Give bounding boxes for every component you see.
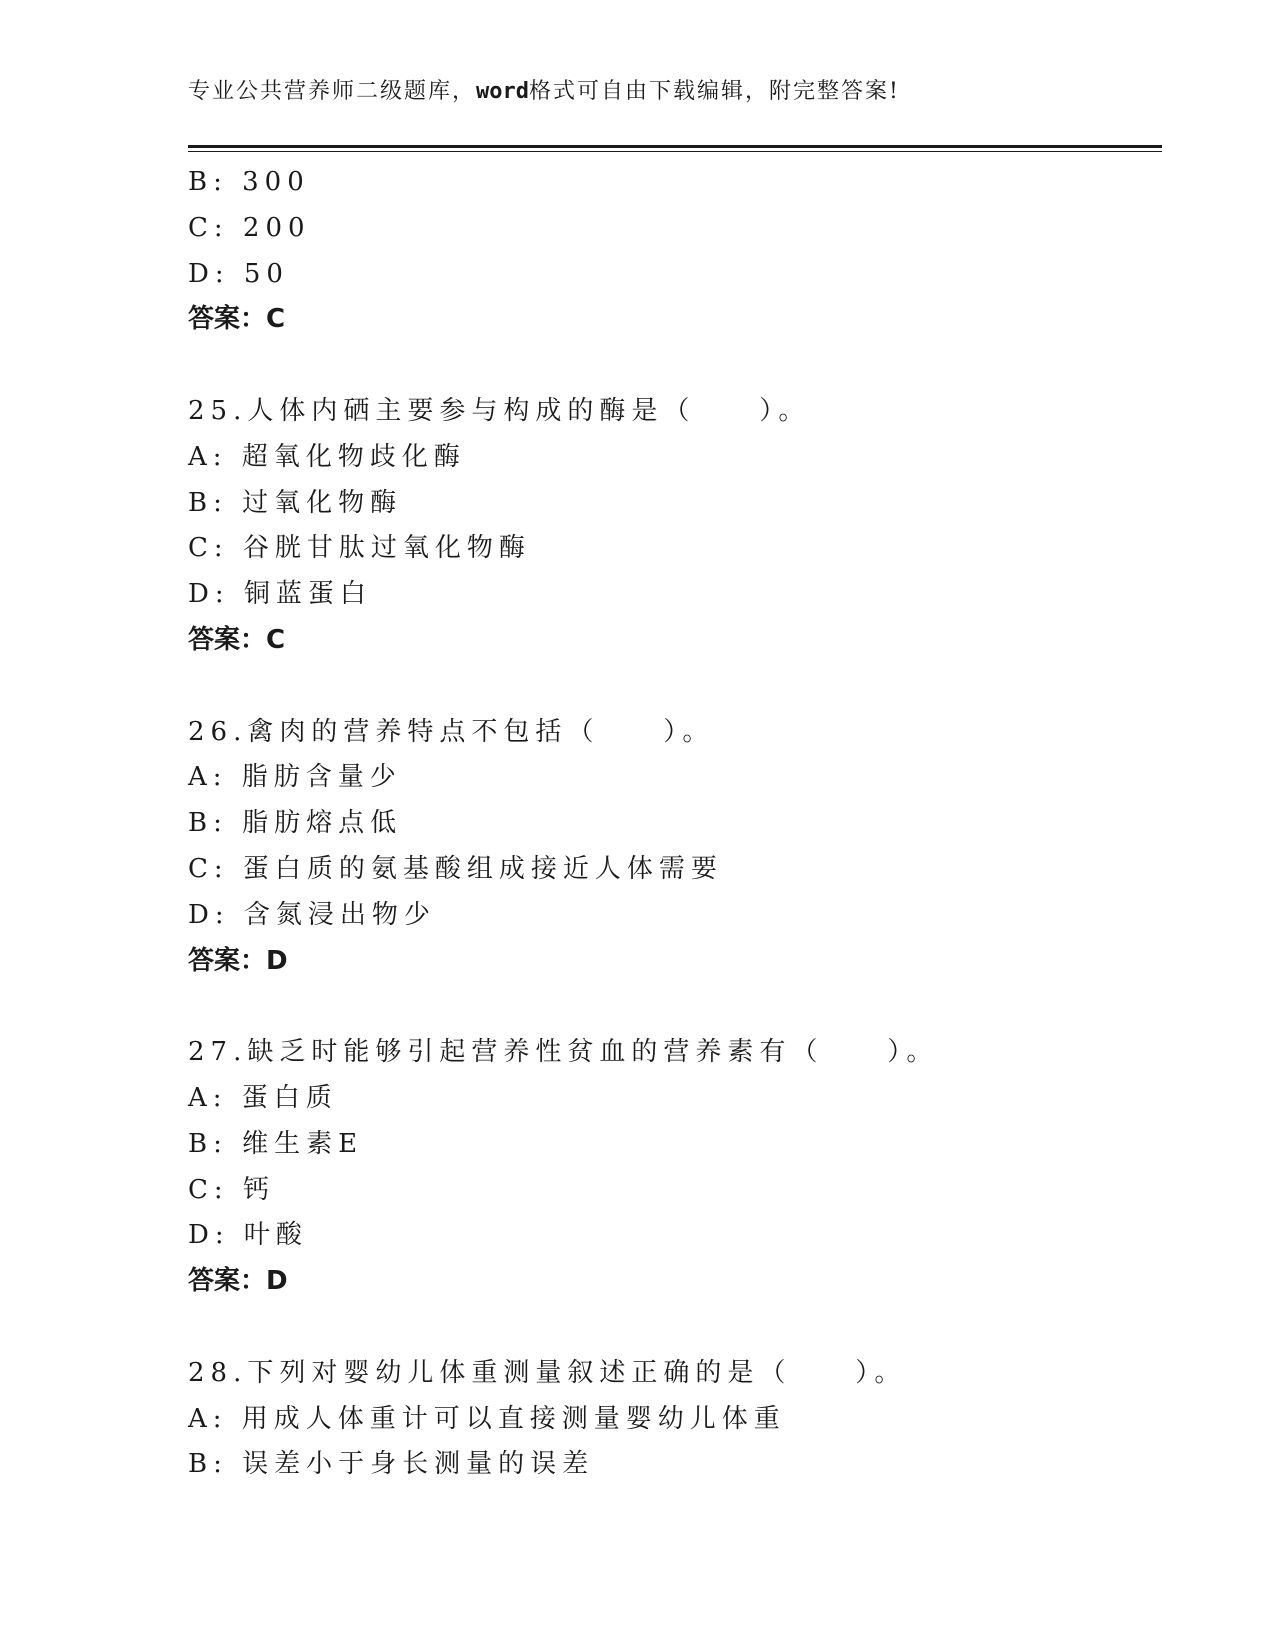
header-divider-thin [188,151,1162,152]
question-text: 27.缺乏时能够引起营养性贫血的营养素有（ ）。 [188,1037,939,1068]
question-block-27 [188,1030,1148,1305]
option-a: A: 超氧化物歧化酶 [188,441,466,472]
question-text: 28.下列对婴幼儿体重测量叙述正确的是（ ）。 [188,1357,907,1388]
question-block-25 [188,389,1148,664]
option-b: B: 误差小于身长测量的误差 [188,1449,595,1480]
header-text-after: 格式可自由下载编辑，附完整答案! [529,79,900,104]
answer-line: 答案：D [188,1266,288,1297]
option-a: A: 蛋白质 [188,1082,338,1113]
option-c: C: 钙 [188,1174,275,1205]
option-c: C: 谷胱甘肽过氧化物酶 [188,533,531,564]
option-c: C: 蛋白质的氨基酸组成接近人体需要 [188,853,723,884]
answer-line: 答案：C [188,624,286,655]
header-divider-thick [188,145,1162,148]
question-text: 26.禽肉的营养特点不包括（ ）。 [188,716,715,747]
answer-line: 答案：C [188,304,286,335]
page-header [188,74,900,110]
header-text-before: 专业公共营养师二级题库， [188,79,477,104]
option-d: D: 50 [188,258,289,289]
question-block-28 [188,1351,1148,1488]
option-a: A: 用成人体重计可以直接测量婴幼儿体重 [188,1403,786,1434]
answer-line: 答案：D [188,945,288,976]
option-d: D: 叶酸 [188,1220,308,1251]
option-d: D: 含氮浸出物少 [188,899,436,930]
option-b: B: 过氧化物酶 [188,487,403,518]
option-b: B: 脂肪熔点低 [188,808,403,839]
question-block-26 [188,710,1148,985]
option-c: C: 200 [188,212,311,243]
option-d: D: 铜蓝蛋白 [188,579,372,610]
header-text-word: word [476,79,529,104]
option-b: B: 300 [188,167,310,197]
option-a: A: 脂肪含量少 [188,762,402,793]
question-text: 25.人体内硒主要参与构成的酶是（ ）。 [188,395,811,426]
option-b: B: 维生素E [188,1128,364,1159]
question-list [188,160,1148,1488]
question-block-24 [188,160,1148,343]
